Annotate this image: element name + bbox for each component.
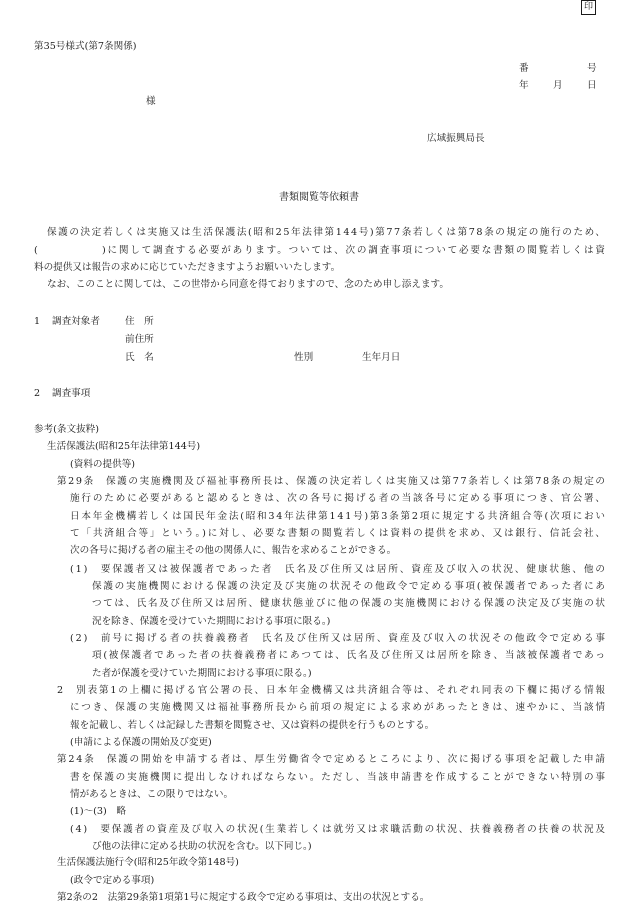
art24-item4-line-1: (4) 要保護者の資産及び収入の状況(生業若しくは就労又は求職活動の状況、扶養義務者の扶養の状況及 — [70, 823, 607, 835]
art29-line-1: 第29条 保護の実施機関及び福祉事務所長は、保護の決定若しくは実施又は第77条若しくは第78条の規定の — [57, 475, 607, 487]
section1-number: 1 — [34, 315, 41, 327]
para2-line-1: 2 別表第1の上欄に掲げる官公署の長、日本年金機構又は共済組合等は、それぞれ同表の下欄に掲げる情報 — [57, 684, 607, 696]
caption-2: (申請による保護の開始及び変更) — [70, 736, 212, 748]
blank-paren-open: ( — [34, 244, 38, 256]
year-label: 年 — [519, 79, 529, 91]
item1-line-3: つては、氏名及び住所又は居所、健康状態並びに他の保護の実施機関における保護の決定及び実施の状 — [92, 598, 607, 610]
order-title: 生活保護法施行令(昭和25年政令第148号) — [57, 857, 239, 869]
art2-2-line: 第2条の2 法第29条第1項第1号に規定する政令で定める事項は、支出の状況とする。 — [57, 892, 430, 903]
item1-line-1: (1) 要保護者又は被保護者であった者 氏名及び住所又は居所、資産及び収入の状況、健康状態、他の — [70, 563, 607, 575]
address-label: 住 所 — [125, 315, 154, 327]
item2-line-2: 項(被保護者であった者の扶養義務者にあつては、氏名及び住所又は居所を除き、当該被保護者であっ — [92, 650, 607, 662]
item2-line-3: た者が保護を受けていた期間における事項に限る。) — [92, 667, 312, 679]
para2-line-2: につき、保護の実施機関又は福祉事務所長から前項の規定による求めがあったときは、速やかに、当該情 — [70, 702, 607, 714]
caption-3: (政令で定める事項) — [70, 874, 155, 886]
item1-line-2: 保護の実施機関における保護の決定及び実施の状況その他政令で定める事項(被保護者であった者にあ — [92, 580, 607, 592]
ban-label: 番 — [519, 62, 529, 74]
art29-line-5: 次の各号に掲げる者の雇主その他の関係人に、報告を求めることができる。 — [70, 545, 397, 557]
birthdate-label: 生年月日 — [362, 351, 401, 363]
art29-line-2: 施行のために必要があると認めるときは、次の各号に掲げる者の当該各号に定める事項につき、官公署、 — [70, 493, 607, 505]
item2-line-1: (2) 前号に掲げる者の扶養義務者 氏名及び住所又は居所、資産及び収入の状況その他政令で定める事 — [70, 632, 607, 644]
art24-line-2: 書を保護の実施機関に提出しなければならない。ただし、当該申請書を作成することができない特別の事 — [70, 771, 607, 783]
para2-line-3: 報を記載し、若しくは記録した書類を閲覧させ、又は資料の提供を行うものとする。 — [70, 719, 435, 731]
art24-line-1: 第24条 保護の開始を申請する者は、厚生労働省令で定めるところにより、次に掲げる事項を記載した申請 — [57, 754, 607, 766]
art29-line-3: 日本年金機構若しくは国民年金法(昭和34年法律第141号)第3条第2項に規定する共済組合等(次項におい — [70, 510, 607, 522]
art29-line-4: て「共済組合等」という。)に対し、必要な書類の閲覧若しくは資料の提供を求め、又は銀行、信託会社、 — [70, 527, 607, 539]
section2-heading: 調査事項 — [52, 388, 91, 400]
name-label: 氏 名 — [125, 351, 154, 363]
body-line-3: 料の提供又は報告の求めに応じていただきますようお願いいたします。 — [34, 262, 341, 273]
sender-title: 広域振興局長 — [427, 132, 485, 144]
form-number: 第35号様式(第7条関係) — [34, 41, 137, 53]
day-label: 日 — [587, 79, 597, 91]
caption-1: (資料の提供等) — [70, 458, 136, 470]
reference-heading: 参考(条文抜粋) — [34, 423, 100, 435]
item1-line-4: 況を除き、保護を受けていた期間における事項に限る。) — [92, 615, 331, 627]
body-line-2: )に関して調査する必要があります。ついては、次の調査事項について必要な書類の閲覧若しくは資 — [102, 244, 607, 256]
go-label: 号 — [587, 62, 597, 74]
art24-line-3: 情があるときは、この限りではない。 — [70, 788, 234, 800]
art24-item4-line-2: び他の法律に定める扶助の状況を含む。以下同じ。) — [92, 840, 312, 852]
body-line-4: なお、このことに関しては、この世帯から同意を得ておりますので、念のため申し添えます。 — [47, 279, 449, 291]
section2-number: 2 — [34, 388, 41, 400]
sex-label: 性別 — [294, 351, 314, 363]
seal-mark: 印 — [581, 0, 596, 15]
section1-heading: 調査対象者 — [52, 315, 100, 327]
addressee-suffix: 様 — [146, 96, 156, 108]
document-title: 書類閲覧等依頼書 — [279, 191, 359, 203]
month-label: 月 — [553, 79, 563, 91]
prev-address-label: 前住所 — [125, 334, 154, 346]
art24-items-1-3: (1)～(3) 略 — [70, 806, 126, 818]
body-line-1: 保護の決定若しくは実施又は生活保護法(昭和25年法律第144号)第77条若しくは第78条の規定の施行のため、 — [47, 227, 607, 239]
law-title: 生活保護法(昭和25年法律第144号) — [47, 441, 201, 453]
